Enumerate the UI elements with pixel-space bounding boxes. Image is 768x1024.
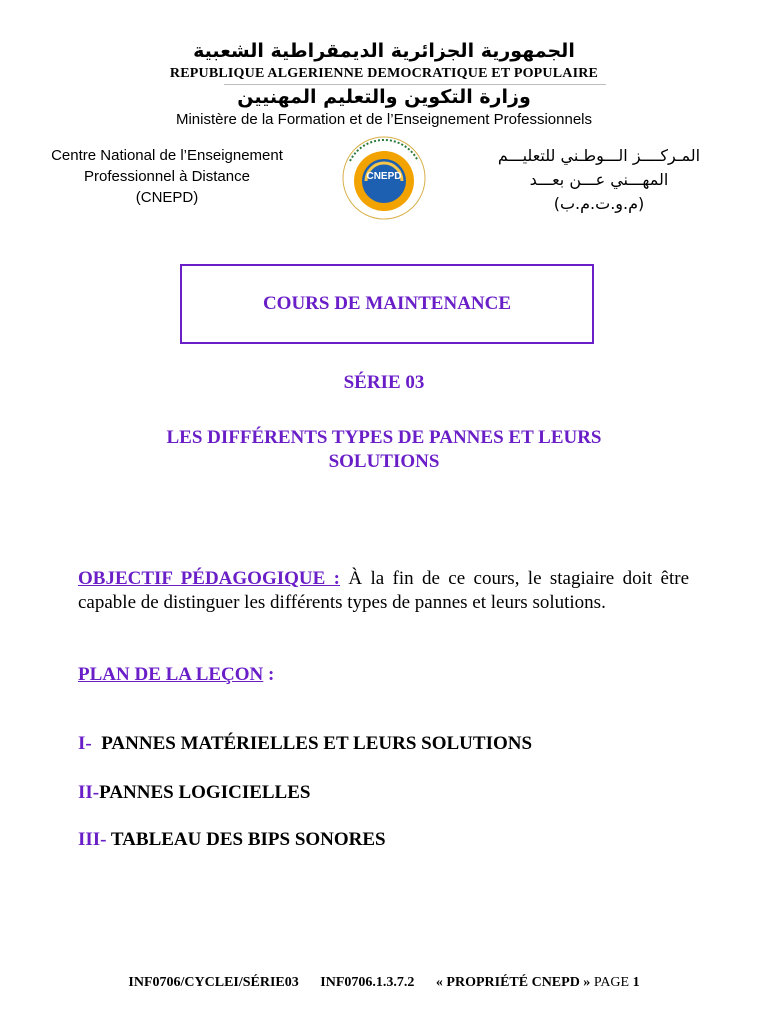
plan-suffix: : — [263, 664, 275, 685]
page-footer — [0, 975, 768, 991]
header-divider — [224, 84, 606, 85]
plan-item — [78, 782, 310, 804]
cnepd-logo — [332, 135, 436, 221]
page-number: 1 — [632, 975, 640, 990]
subtitle-line1: LES DIFFÉRENTS TYPES DE PANNES ET LEURS — [166, 427, 602, 448]
course-title: COURS DE MAINTENANCE — [262, 293, 512, 314]
plan-item-text: TABLEAU DES BIPS SONORES — [106, 829, 386, 850]
objective-paragraph — [78, 567, 689, 615]
french-republic-title: REPUBLIQUE ALGERIENNE DEMOCRATIQUE ET POPULAIRE — [169, 66, 599, 81]
center-ar-line2: المهـــني عـــن بعـــد — [529, 170, 669, 189]
footer-page-label: PAGE — [593, 975, 630, 990]
plan-item-number: II- — [78, 782, 100, 803]
plan-label: PLAN DE LA LEÇON — [78, 664, 264, 685]
arabic-ministry-title: وزارة التكوين والتعليم المهنيين — [237, 86, 531, 108]
center-fr-line3: (CNEPD) — [135, 189, 199, 206]
course-title-box — [180, 264, 594, 344]
center-name-french — [36, 145, 298, 208]
lesson-subtitle — [84, 426, 684, 474]
logo-text: CNEPD — [366, 171, 402, 182]
plan-item-text: PANNES LOGICIELLES — [99, 782, 311, 803]
center-ar-line3: (م.و.ت.م.ب) — [553, 194, 645, 213]
center-ar-line1: المـركــــز الـــوطـني للتعليـــم — [497, 146, 701, 165]
french-ministry-title: Ministère de la Formation et de l’Enseignement Professionnels — [175, 111, 593, 128]
objective-text: À la fin de ce cours, le stagiaire doit être capable de distinguer les différents types de pannes et leurs solutions. — [78, 568, 690, 613]
plan-item-text: PANNES MATÉRIELLES ET LEURS SOLUTIONS — [91, 733, 533, 754]
center-fr-line1: Centre National de l’Enseignement — [51, 147, 283, 164]
subtitle-line2: SOLUTIONS — [328, 451, 440, 472]
objective-label: OBJECTIF PÉDAGOGIQUE : — [78, 568, 340, 589]
plan-item — [78, 829, 386, 851]
arabic-republic-title: الجمهورية الجزائرية الديمقراطية الشعبية — [193, 40, 575, 62]
plan-heading — [78, 664, 274, 686]
footer-code: INF0706/CYCLEI/SÉRIE03 — [128, 975, 299, 990]
plan-item-number: III- — [78, 829, 107, 850]
serie-title: SÉRIE 03 — [343, 372, 425, 393]
center-fr-line2: Professionnel à Distance — [84, 168, 250, 185]
center-name-arabic — [470, 144, 728, 216]
plan-item-number: I- — [78, 733, 92, 754]
footer-property: « PROPRIÉTÉ CNEPD » — [435, 975, 591, 990]
footer-ref: INF0706.1.3.7.2 — [320, 975, 415, 990]
plan-item — [78, 733, 532, 755]
